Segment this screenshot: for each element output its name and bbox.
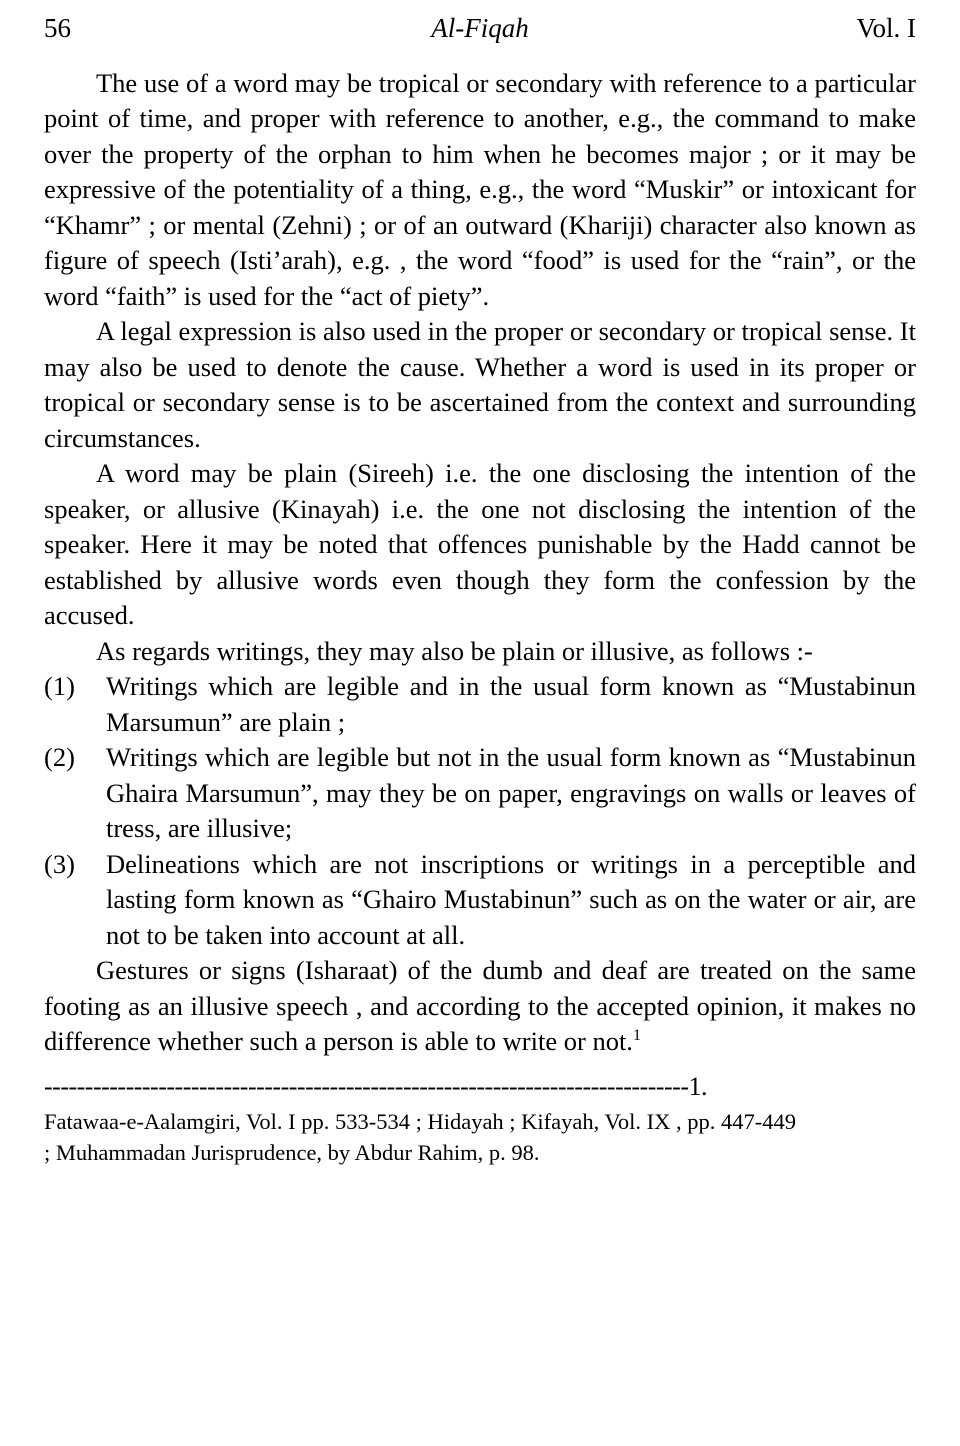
paragraph-3: A word may be plain (Sireeh) i.e. the one disclosing the intention of the speaker, or allusive (Kinayah) i.e. the one not disclosing the intention of the speaker. Here it may be noted that offences punishable by the Hadd cannot be established by allusive words even though they form the confession by the accused. xyxy=(44,458,916,631)
paragraph-4: As regards writings, they may also be plain or illusive, as follows :- xyxy=(96,635,813,666)
footnote-reference-marker: 1 xyxy=(632,1027,641,1045)
list-item-text: Delineations which are not inscriptions or writings in a perceptible and lasting form known as “Ghairo Mustabinun” such as on the water or air, are not to be taken into account at all. xyxy=(106,848,916,950)
book-title: Al-Fiqah xyxy=(431,13,529,43)
list-item xyxy=(44,669,916,740)
list-item xyxy=(44,740,916,847)
paragraph-5 xyxy=(44,953,916,1060)
list-item-text: Writings which are legible but not in the usual form known as “Mustabinun Ghaira Marsumun”, may they be on paper, engravings on walls or leaves of tress, are illusive; xyxy=(106,742,916,844)
list-item xyxy=(44,847,916,954)
footnote-text xyxy=(44,1106,916,1168)
page-number: 56 xyxy=(44,13,71,43)
list-item-marker: (1) xyxy=(44,671,75,702)
paragraph-2: A legal expression is also used in the proper or secondary or tropical sense. It may also be used to denote the cause. Whether a word is used in its proper or tropical or secondary sense is to be ascertained from the context and surrounding circumstances. xyxy=(44,316,916,453)
running-head xyxy=(44,14,916,44)
list-item-marker: (2) xyxy=(44,742,75,773)
list-item-text: Writings which are legible and in the usual form known as “Mustabinun Marsumun” are plain ; xyxy=(106,671,916,737)
list-item-marker: (3) xyxy=(44,848,75,879)
footnote-line-2: ; Muhammadan Jurisprudence, by Abdur Rahim, p. 98. xyxy=(44,1139,540,1165)
footnote-line-1: Fatawaa-e-Aalamgiri, Vol. I pp. 533-534 ; Hidayah ; Kifayah, Vol. IX , pp. 447-449 xyxy=(44,1108,796,1134)
volume-label: Vol. I xyxy=(856,13,916,43)
footnote-separator-rule: -------------------------------------------------------------------------------1. xyxy=(44,1073,707,1100)
numbered-list xyxy=(44,669,916,953)
paragraph-1: The use of a word may be tropical or secondary with reference to a particular point of time, and proper with reference to another, e.g., the command to make over the property of the orphan to him when he becomes major ; or it may be expressive of the potentiality of a thing, e.g., the word “Muskir” or intoxicant for “Khamr” ; or mental (Zehni) ; or of an outward (Khariji) character also known as figure of speech (Isti’arah), e.g. , the word “food” is used for the “rain”, or the word “faith” is used for the “act of piety”. xyxy=(44,67,916,311)
body-text xyxy=(44,66,916,1060)
paragraph-5-text: Gestures or signs (Isharaat) of the dumb and deaf are treated on the same footing as an illusive speech , and according to the accepted opinion, it makes no difference whether such a person is able to write or not. xyxy=(44,955,916,1057)
